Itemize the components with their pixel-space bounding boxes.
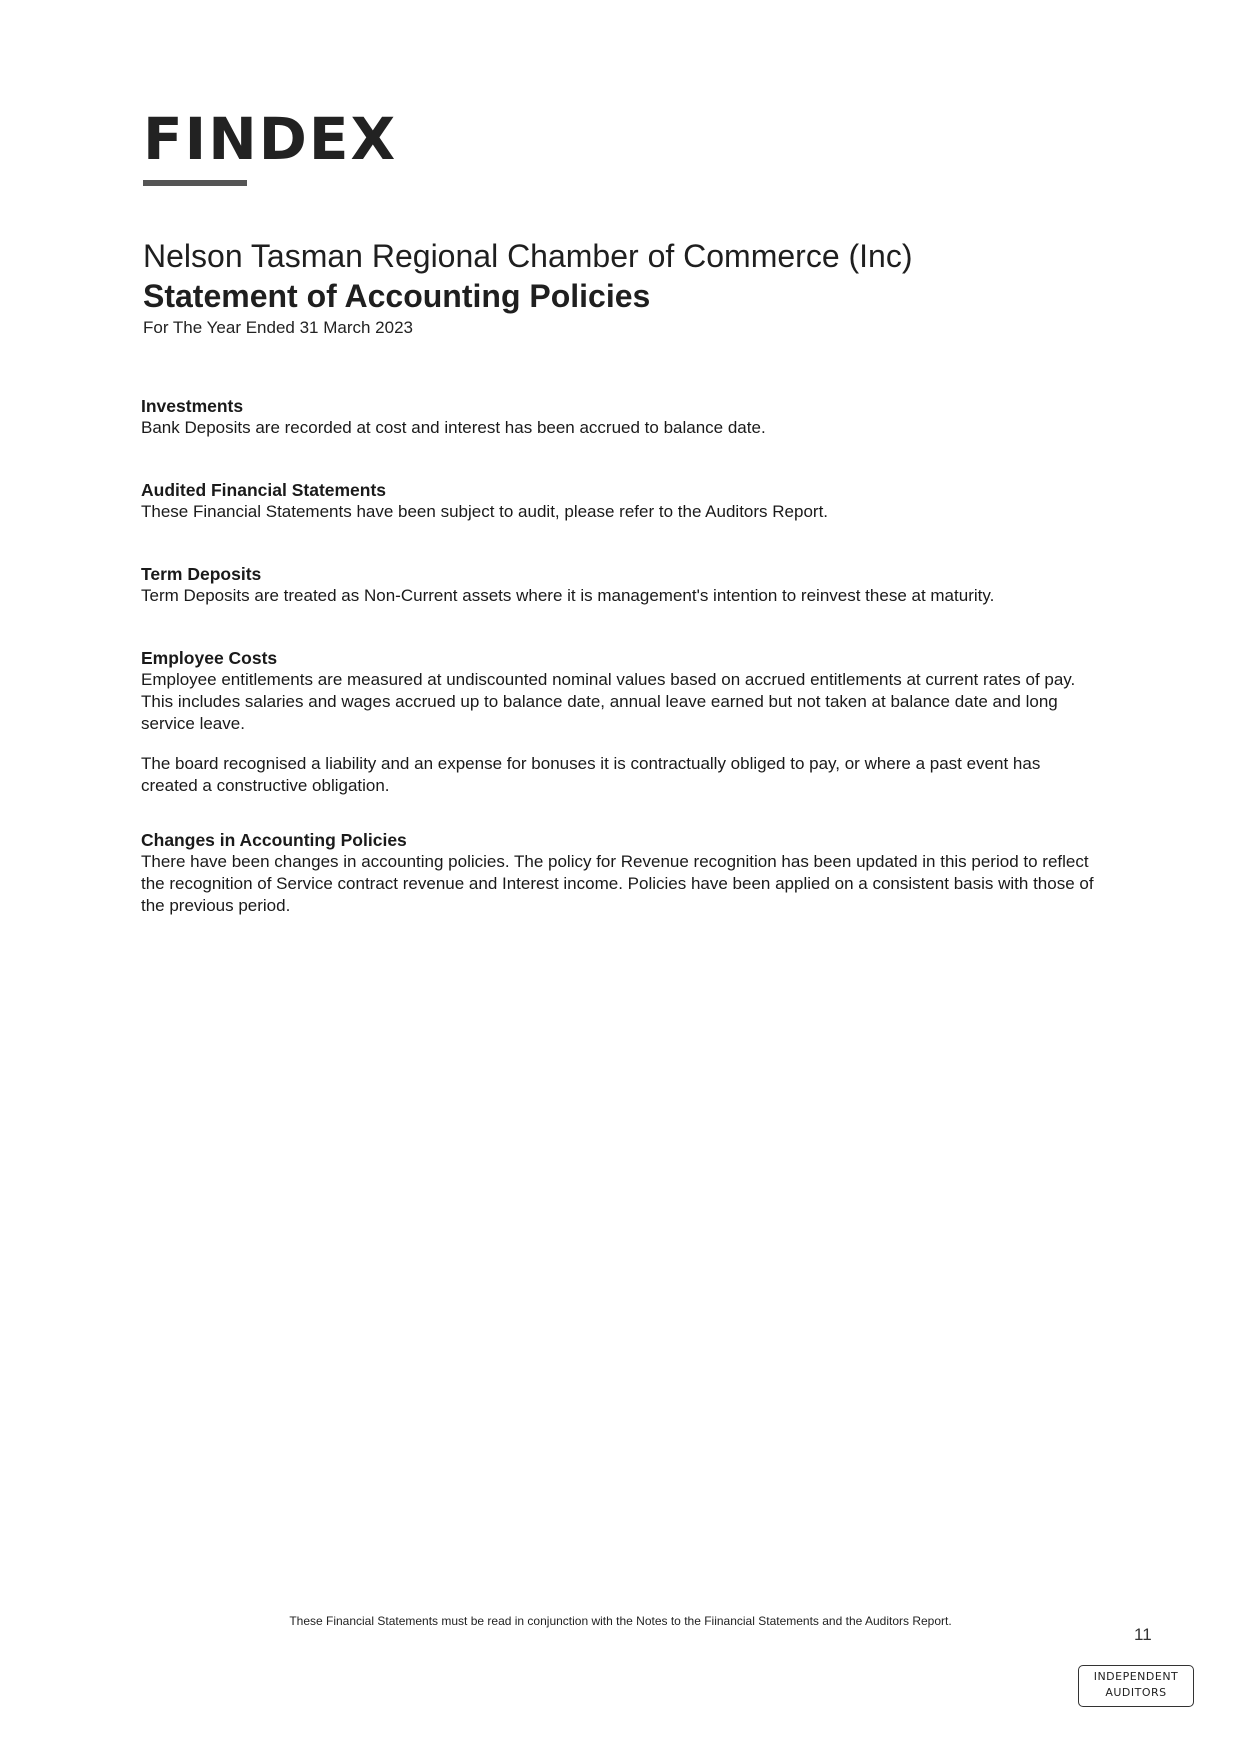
stamp-line-1: INDEPENDENT — [1093, 1670, 1179, 1683]
section-changes-in-accounting-policies — [141, 829, 1101, 917]
section-term-deposits — [141, 563, 1101, 607]
section-paragraph: The board recognised a liability and an expense for bonuses it is contractually obliged to pay, or where a past event has created a constructive obligation. — [141, 754, 1041, 795]
section-investments — [141, 395, 1101, 439]
stamp-line-2: AUDITORS — [1105, 1686, 1167, 1699]
logo-underline — [143, 180, 247, 186]
footer-note: These Financial Statements must be read in conjunction with the Notes to the Fiinancial Statements and the Auditors Report. — [289, 1614, 952, 1628]
section-paragraph: There have been changes in accounting policies. The policy for Revenue recognition has been updated in this period to reflect the recognition of Service contract revenue and Interest income. Policies have been applied on a consistent basis with those of the previous period. — [141, 852, 1094, 915]
section-heading: Changes in Accounting Policies — [141, 830, 407, 850]
organisation-title: Nelson Tasman Regional Chamber of Commerce (Inc) — [143, 238, 913, 274]
section-audited-financial-statements — [141, 479, 1101, 523]
section-heading: Investments — [141, 396, 244, 416]
findex-logo — [143, 105, 398, 186]
section-employee-costs — [141, 647, 1101, 797]
reporting-period: For The Year Ended 31 March 2023 — [143, 318, 413, 337]
section-paragraph: These Financial Statements have been subject to audit, please refer to the Auditors Report. — [141, 502, 829, 521]
section-heading: Term Deposits — [141, 564, 262, 584]
logo-text: FINDEX — [143, 105, 398, 173]
section-heading: Employee Costs — [141, 648, 278, 668]
section-paragraph: Employee entitlements are measured at undiscounted nominal values based on accrued entitlements at current rates of pay. This includes salaries and wages accrued up to balance date, annual leave earned but not taken at balance date and long service leave. — [141, 670, 1076, 733]
policy-sections — [141, 395, 1101, 917]
section-paragraph: Bank Deposits are recorded at cost and interest has been accrued to balance date. — [141, 418, 766, 437]
page-number: 11 — [1134, 1625, 1152, 1644]
section-heading: Audited Financial Statements — [141, 480, 387, 500]
statement-title: Statement of Accounting Policies — [143, 278, 651, 314]
independent-auditors-stamp — [1078, 1665, 1194, 1707]
section-paragraph: Term Deposits are treated as Non-Current assets where it is management's intention to reinvest these at maturity. — [141, 586, 995, 605]
